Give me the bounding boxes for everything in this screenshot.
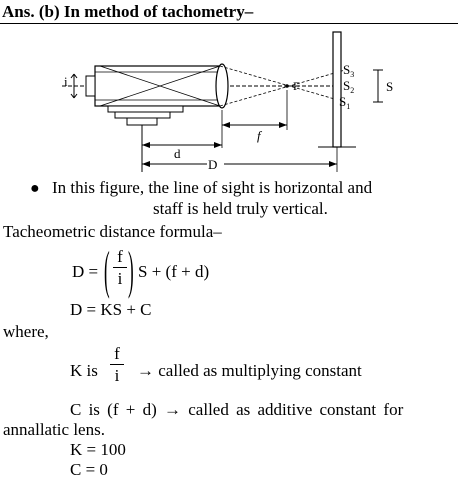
bullet-line-2: staff is held truly vertical. bbox=[153, 199, 328, 218]
k-value: K = 100 bbox=[70, 440, 126, 459]
label-F: F bbox=[293, 79, 300, 93]
c-line-1: C is (f + d) → called as additive constant for bbox=[70, 400, 404, 419]
k-fraction-bar bbox=[110, 364, 124, 365]
bullet-line-1: In this figure, the line of sight is horizontal and bbox=[52, 178, 373, 197]
formula-title: Tacheometric distance formula– bbox=[3, 222, 222, 241]
focus-point bbox=[285, 84, 289, 88]
tachometry-diagram bbox=[0, 24, 468, 174]
bullet-icon: ● bbox=[30, 180, 40, 197]
formula-lhs: D = bbox=[72, 262, 99, 281]
fraction-bar bbox=[113, 267, 127, 268]
instrument-base-1 bbox=[108, 106, 183, 112]
formula-fraction bbox=[113, 248, 127, 287]
k-prefix: K is bbox=[70, 361, 98, 380]
formula-tail: S + (f + d) bbox=[138, 262, 210, 281]
ray-top bbox=[220, 66, 345, 102]
paren-open: ( bbox=[104, 240, 110, 300]
levelling-staff bbox=[333, 32, 341, 147]
fraction-numerator: f bbox=[117, 247, 123, 266]
k-fraction-denominator: i bbox=[114, 366, 120, 385]
k-fraction bbox=[110, 345, 124, 384]
k-suffix: → called as multiplying constant bbox=[137, 361, 362, 380]
label-S2: $S_2$ bbox=[343, 78, 355, 95]
instrument-base-2 bbox=[115, 112, 170, 118]
eyepiece bbox=[86, 76, 95, 96]
label-S-right: S bbox=[386, 79, 394, 94]
label-D: D bbox=[208, 157, 218, 172]
fraction-denominator: i bbox=[117, 269, 123, 288]
formula-line-2: D = KS + C bbox=[70, 300, 152, 319]
answer-heading: Ans. (b) In method of tachometry– bbox=[2, 2, 254, 21]
label-S3: $S_3$ bbox=[343, 62, 355, 79]
label-f: f bbox=[257, 128, 261, 143]
ray-bottom bbox=[220, 70, 345, 106]
paren-close: ) bbox=[128, 240, 134, 300]
label-d: d bbox=[174, 146, 181, 161]
label-i-left: i bbox=[64, 74, 68, 89]
k-fraction-numerator: f bbox=[114, 344, 120, 363]
objective-lens bbox=[216, 64, 228, 108]
c-value: C = 0 bbox=[70, 460, 108, 479]
where-label: where, bbox=[3, 322, 49, 341]
label-S1: $S_1$ bbox=[339, 94, 351, 111]
instrument-base-3 bbox=[127, 118, 157, 125]
c-line-2: annallatic lens. bbox=[3, 420, 105, 439]
